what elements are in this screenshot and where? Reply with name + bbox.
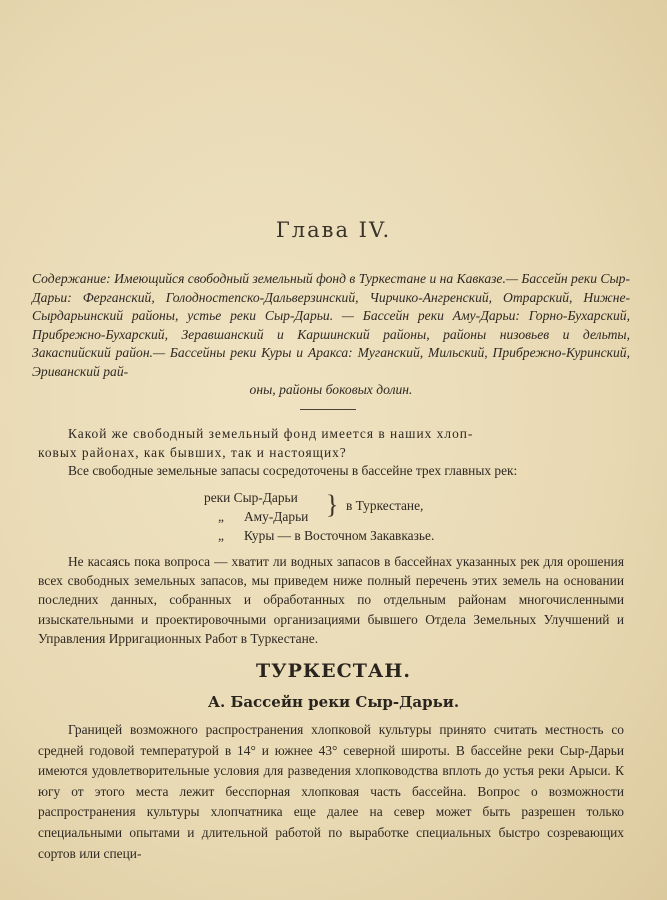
- summary-last-line: оны, районы боковых долин.: [249, 382, 413, 397]
- river-kura: Куры — в Восточном Закавказье.: [244, 528, 435, 543]
- rivers-group-label: в Туркестане,: [346, 498, 424, 513]
- body-paragraph-text: Не касаясь пока вопроса — хватит ли водных запасов в бассейнах указанных рек для орошения всех свободных земельных запасов, мы приведем ниже полный перечень этих земель на основании последних данных, собранных и обработанных по отдельным районам многочисленными изыскательными и проектировочными организациями бывшего Отдела Земельных Улучшений и Управления Ирригационных Работ в Туркестане.: [38, 554, 624, 646]
- section-title: ТУРКЕСТАН.: [256, 660, 411, 682]
- summary-text: Имеющийся свободный земельный фонд в Туркестане и на Кавказе.— Бассейн реки Сыр-Дарьи: Ферганский, Голодностепско-Дальверзинский, Чирчико-Ангренский, Отрарский, Нижне-Сырдарьинский районы, устье реки Сыр-Дарьи. — Бассейн реки Аму-Дарьи: Горно-Бухарский, Прибрежно-Бухарский, Зеравшанский и Каршинский районы, районы низовьев и дельты, Закаспийский район.— Бассейны реки Куры и Аракса: Муганский, Мильский, Прибрежно-Куринский, Эриванский рай-: [32, 271, 630, 379]
- summary-divider: [300, 409, 356, 410]
- intro-question-line: Какой же свободный земельный фонд имеется в наших хлоп-: [68, 426, 474, 441]
- final-paragraph: Границей возможного распространения хлопковой культуры принято считать местность со средней годовой температурой в 14° и южнее 43° северной широты. В бассейне реки Сыр-Дарьи имеются удовлетворительные условия для разведения хлопководства вплоть до устья реки Арыси. К югу от этого места лежит бесспорная хлопковая часть бассейна. Вопрос о возможности распространения культуры хлопчатника еще далее на север может быть разрешен только специальными опытами и длительной работой по выработке специальных быстро созревающих сортов или специ-: [38, 722, 624, 861]
- chapter-title: Глава IV.: [275, 218, 392, 242]
- river-amu-darya: Аму-Дарьи: [244, 509, 309, 524]
- intro-question: [38, 424, 624, 462]
- subsection-title: А. Бассейн реки Сыр-Дарьи.: [207, 693, 460, 711]
- brace-icon: }: [326, 490, 339, 519]
- chapter-summary: [32, 270, 630, 400]
- intro-question-continuation: ковых районах, как бывших, так и настоящих?: [38, 445, 347, 460]
- summary-label: Содержание:: [32, 271, 111, 286]
- river-mark-2: „: [218, 528, 224, 543]
- intro-statement: Все свободные земельные запасы сосредоточены в бассейне трех главных рек:: [68, 463, 518, 478]
- body-paragraph: [38, 552, 624, 648]
- river-syr-darya: реки Сыр-Дарьи: [204, 490, 298, 505]
- river-mark-1: „: [218, 509, 224, 524]
